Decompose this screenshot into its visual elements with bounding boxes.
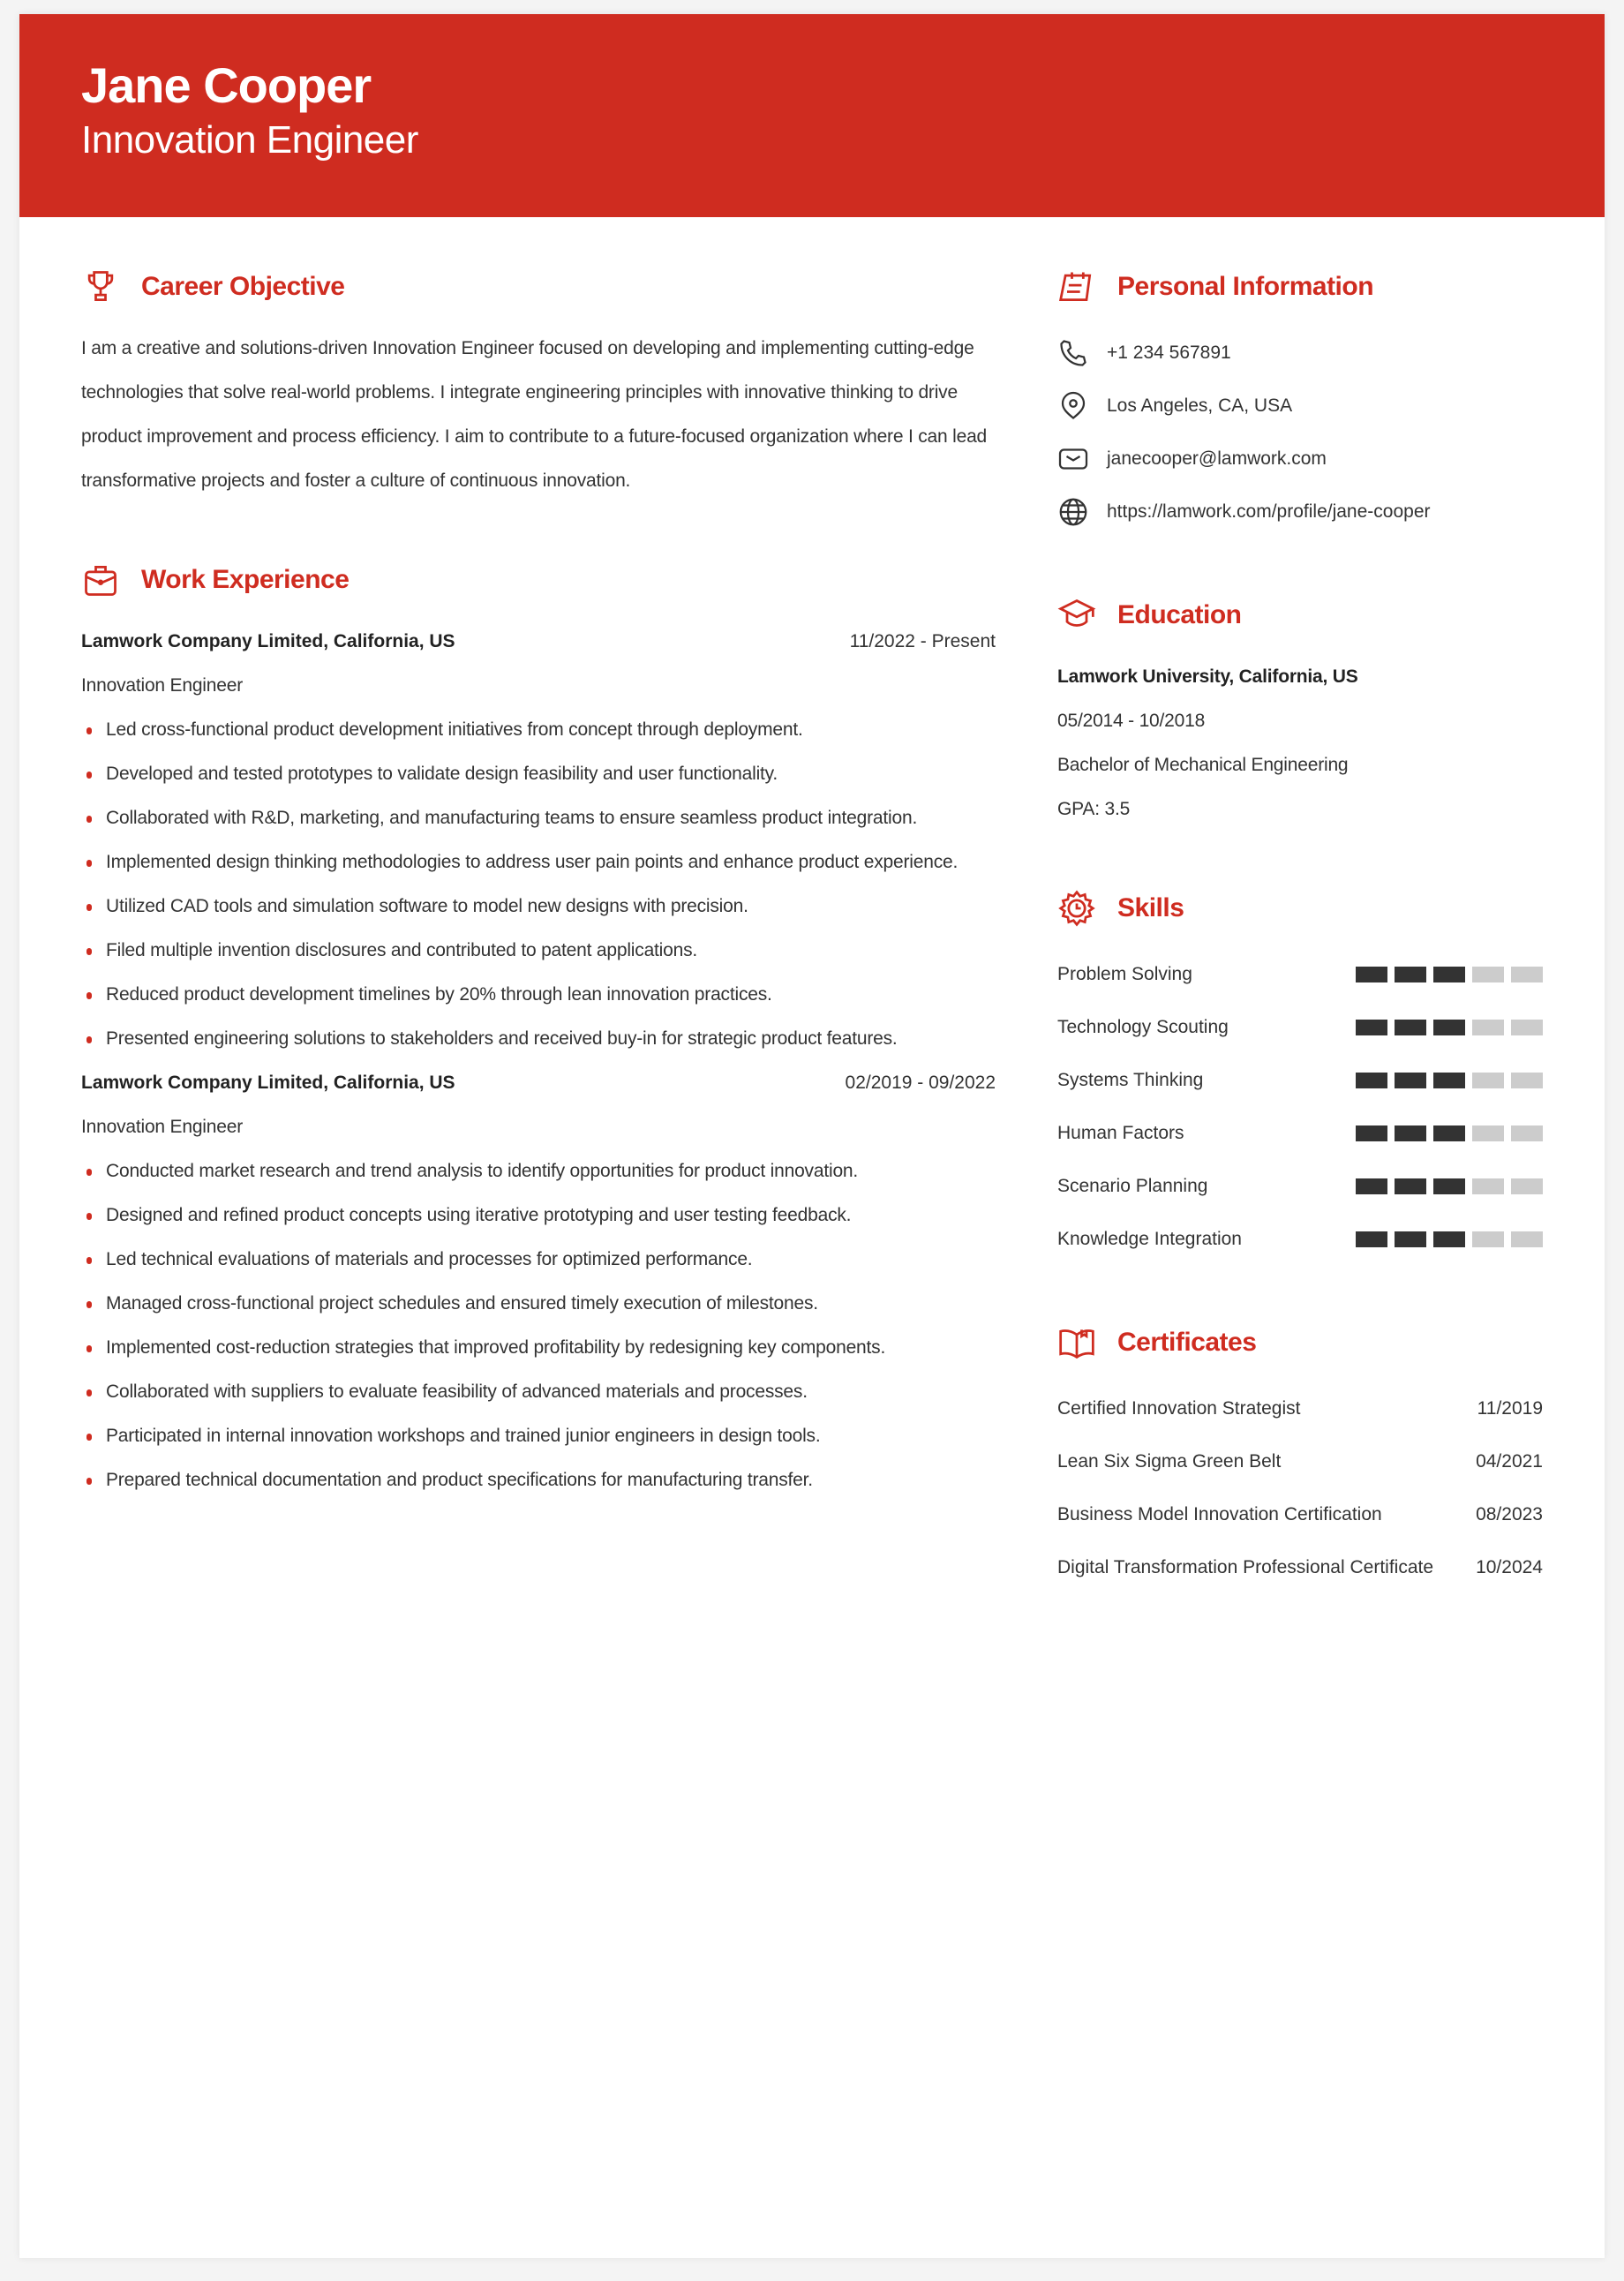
briefcase-icon: [81, 561, 120, 599]
skill-level-segment: [1356, 1231, 1387, 1247]
location-text: Los Angeles, CA, USA: [1107, 395, 1293, 416]
job-bullet: Presented engineering solutions to stakeholders and received buy-in for strategic product features.: [81, 1017, 996, 1061]
gpa: GPA: 3.5: [1057, 799, 1131, 819]
job-bullet: Led technical evaluations of materials and processes for optimized performance.: [81, 1238, 996, 1282]
certificate-row: [1057, 1382, 1543, 1435]
website-row: [1057, 486, 1543, 538]
certificate-row: [1057, 1541, 1543, 1594]
work-experience-section: [81, 558, 996, 1502]
phone-icon: [1057, 337, 1089, 369]
skill-level-segment: [1433, 1231, 1465, 1247]
skill-name: Knowledge Integration: [1057, 1229, 1242, 1249]
skill-level-segment: [1511, 1073, 1543, 1088]
job-company: Lamwork Company Limited, California, US: [81, 1073, 455, 1093]
skill-level-segment: [1356, 1020, 1387, 1035]
section-title: Education: [1117, 600, 1242, 629]
job-bullet: Participated in internal innovation workshops and trained junior engineers in design tools.: [81, 1414, 996, 1458]
skill-row: [1057, 1213, 1543, 1266]
section-title: Career Objective: [141, 272, 345, 301]
certificate-row: [1057, 1488, 1543, 1541]
job-entry: [81, 1061, 996, 1502]
location-row: [1057, 380, 1543, 433]
job-bullet: Collaborated with suppliers to evaluate feasibility of advanced materials and processes.: [81, 1370, 996, 1414]
location-pin-icon: [1057, 390, 1089, 422]
skill-row: [1057, 1107, 1543, 1160]
skill-level-bar: [1356, 1231, 1543, 1247]
skill-level-segment: [1356, 1125, 1387, 1141]
job-bullet: Utilized CAD tools and simulation software to model new designs with precision.: [81, 885, 996, 929]
certificate-name: Lean Six Sigma Green Belt: [1057, 1451, 1282, 1472]
certificates-section: [1057, 1321, 1543, 1594]
right-column: [1057, 265, 1543, 1594]
certificate-date: 11/2019: [1477, 1398, 1543, 1419]
skill-level-segment: [1433, 1020, 1465, 1035]
candidate-title: Innovation Engineer: [81, 118, 418, 162]
skill-level-segment: [1472, 1178, 1504, 1194]
skill-level-segment: [1433, 967, 1465, 982]
skill-level-segment: [1472, 1020, 1504, 1035]
skill-level-segment: [1472, 1073, 1504, 1088]
website-link[interactable]: https://lamwork.com/profile/jane-cooper: [1107, 501, 1431, 522]
job-bullet: Filed multiple invention disclosures and contributed to patent applications.: [81, 929, 996, 973]
job-bullet: Designed and refined product concepts using iterative prototyping and user testing feedback.: [81, 1193, 996, 1238]
education-section: [1057, 593, 1543, 832]
skills-section: [1057, 886, 1543, 1266]
skill-name: Human Factors: [1057, 1123, 1184, 1143]
skill-level-segment: [1511, 967, 1543, 982]
skill-row: [1057, 1160, 1543, 1213]
skill-name: Technology Scouting: [1057, 1017, 1229, 1037]
section-title: Certificates: [1117, 1328, 1257, 1357]
skill-row: [1057, 1054, 1543, 1107]
skill-level-segment: [1433, 1073, 1465, 1088]
phone-row: [1057, 327, 1543, 380]
certificate-date: 04/2021: [1476, 1451, 1543, 1472]
job-bullets: [81, 708, 996, 1061]
section-title: Work Experience: [141, 565, 350, 594]
job-bullet: Led cross-functional product development initiatives from concept through deployment.: [81, 708, 996, 752]
section-title: Personal Information: [1117, 272, 1374, 301]
globe-icon: [1057, 496, 1089, 528]
skill-level-segment: [1472, 1231, 1504, 1247]
skill-level-segment: [1511, 1020, 1543, 1035]
job-dates: 11/2022 - Present: [849, 631, 996, 651]
skill-level-segment: [1356, 1073, 1387, 1088]
skill-row: [1057, 1001, 1543, 1054]
skill-row: [1057, 948, 1543, 1001]
skill-level-bar: [1356, 1073, 1543, 1088]
certificate-date: 10/2024: [1476, 1557, 1543, 1577]
skill-level-segment: [1433, 1125, 1465, 1141]
graduation-cap-icon: [1057, 596, 1096, 635]
career-objective-section: [81, 265, 996, 503]
job-dates: 02/2019 - 09/2022: [845, 1073, 996, 1093]
job-role: Innovation Engineer: [81, 1117, 244, 1137]
skill-level-bar: [1356, 1020, 1543, 1035]
skill-level-segment: [1395, 1125, 1426, 1141]
skill-name: Systems Thinking: [1057, 1070, 1204, 1090]
resume-header: [19, 14, 1605, 217]
career-objective-text: I am a creative and solutions-driven Innovation Engineer focused on developing and implementing cutting-edge technologies that solve real-world problems. I integrate engineering principles with innovative thinking to drive product improvement and process efficiency. I aim to contribute to a future-focused organization where I can lead transformative projects and foster a culture of continuous innovation.: [81, 338, 988, 491]
certificate-date: 08/2023: [1476, 1504, 1543, 1524]
job-bullet: Collaborated with R&D, marketing, and manufacturing teams to ensure seamless product integration.: [81, 796, 996, 840]
skill-level-segment: [1395, 1073, 1426, 1088]
job-bullets: [81, 1149, 996, 1502]
phone-text: +1 234 567891: [1107, 343, 1231, 363]
skill-level-segment: [1356, 967, 1387, 982]
skill-name: Scenario Planning: [1057, 1176, 1208, 1196]
job-bullet: Implemented cost-reduction strategies that improved profitability by redesigning key components.: [81, 1326, 996, 1370]
job-bullet: Implemented design thinking methodologies to address user pain points and enhance product experience.: [81, 840, 996, 885]
skill-level-segment: [1356, 1178, 1387, 1194]
trophy-icon: [81, 267, 120, 306]
candidate-name: Jane Cooper: [81, 57, 372, 113]
degree: Bachelor of Mechanical Engineering: [1057, 755, 1349, 775]
section-title: Skills: [1117, 893, 1184, 922]
personal-information-section: [1057, 265, 1543, 538]
certificate-name: Certified Innovation Strategist: [1057, 1398, 1301, 1419]
skill-level-segment: [1395, 1020, 1426, 1035]
job-role: Innovation Engineer: [81, 675, 244, 696]
left-column: [81, 265, 996, 1502]
skill-level-segment: [1511, 1231, 1543, 1247]
gear-clock-icon: [1057, 889, 1096, 928]
skill-level-segment: [1395, 967, 1426, 982]
mail-icon: [1057, 443, 1089, 475]
job-company: Lamwork Company Limited, California, US: [81, 631, 455, 651]
job-bullet: Prepared technical documentation and product specifications for manufacturing transfer.: [81, 1458, 996, 1502]
resume-page: [19, 14, 1605, 2258]
calendar-icon: [1057, 267, 1096, 306]
skill-level-bar: [1356, 1125, 1543, 1141]
certificate-row: [1057, 1435, 1543, 1488]
skill-level-segment: [1472, 967, 1504, 982]
job-bullet: Reduced product development timelines by 20% through lean innovation practices.: [81, 973, 996, 1017]
email-row: [1057, 433, 1543, 486]
skill-level-segment: [1395, 1178, 1426, 1194]
skill-level-segment: [1433, 1178, 1465, 1194]
skill-level-bar: [1356, 1178, 1543, 1194]
skill-level-segment: [1511, 1178, 1543, 1194]
school-name: Lamwork University, California, US: [1057, 666, 1358, 687]
job-bullet: Managed cross-functional project schedules and ensured timely execution of milestones.: [81, 1282, 996, 1326]
book-icon: [1057, 1323, 1096, 1362]
skill-level-bar: [1356, 967, 1543, 982]
job-bullet: Developed and tested prototypes to validate design feasibility and user functionality.: [81, 752, 996, 796]
skill-level-segment: [1472, 1125, 1504, 1141]
skill-name: Problem Solving: [1057, 964, 1192, 984]
email-link[interactable]: janecooper@lamwork.com: [1107, 448, 1327, 469]
job-entry: [81, 620, 996, 1061]
job-bullet: Conducted market research and trend analysis to identify opportunities for product innovation.: [81, 1149, 996, 1193]
skill-level-segment: [1395, 1231, 1426, 1247]
certificate-name: Digital Transformation Professional Certificate: [1057, 1557, 1434, 1577]
education-dates: 05/2014 - 10/2018: [1057, 711, 1206, 731]
skill-level-segment: [1511, 1125, 1543, 1141]
certificate-name: Business Model Innovation Certification: [1057, 1504, 1382, 1524]
